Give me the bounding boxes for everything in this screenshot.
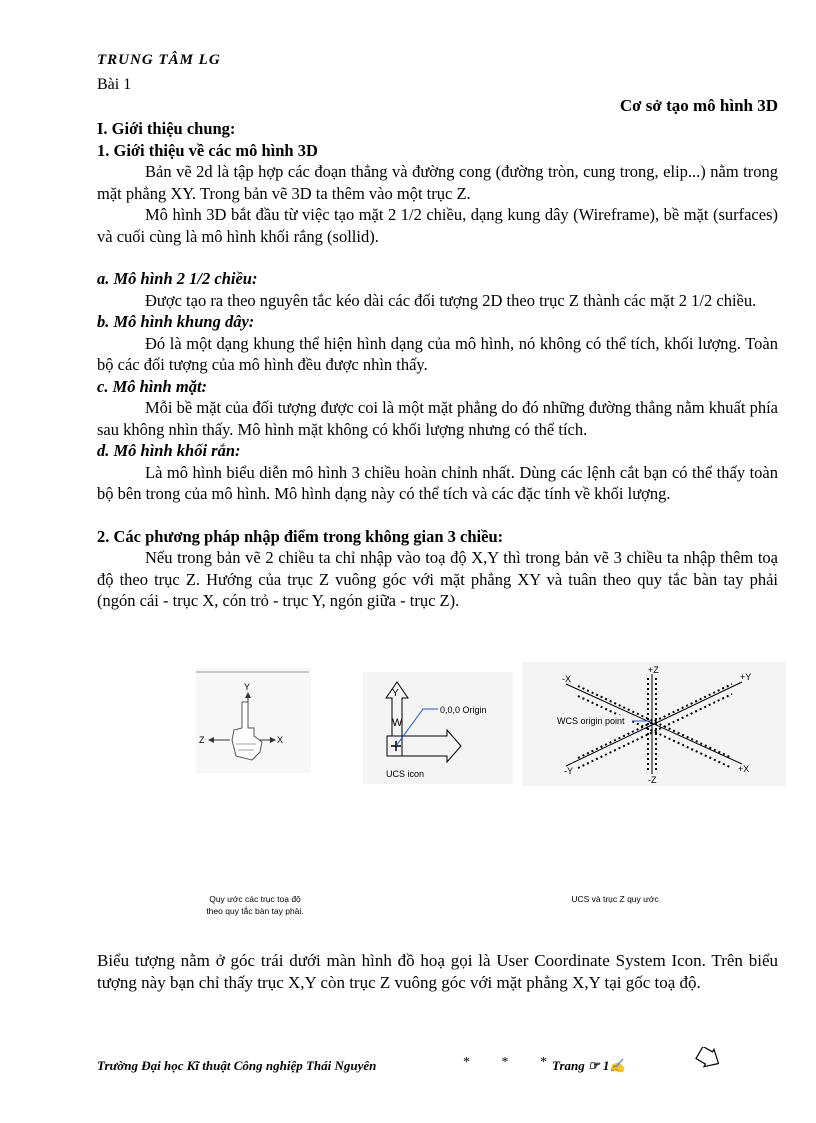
footer-stars: * * *: [463, 1055, 561, 1070]
paragraph: Đó là một dạng khung thể hiện hình dạng của mô hình, nó không có thể tích, khối lượng. Toàn bộ các đối tượng của mô hình đều được nhìn thấy.: [97, 333, 778, 374]
paragraph: Là mô hình biểu diễn mô hình 3 chiều hoàn chỉnh nhất. Dùng các lệnh cắt bạn có thể thấy toàn bộ bên trong của mô hình. Mô hình dạng này có thể tích và các đặc tính về khối lượng.: [97, 462, 778, 503]
item-heading-d: d. Mô hình khối rắn:: [97, 441, 241, 460]
wcs-label-pos-y: +Y: [740, 672, 752, 682]
bottom-paragraph: [97, 950, 778, 994]
ucs-icon-figure: [363, 672, 513, 784]
footer-page-number: Trang ☞ 1✍: [552, 1058, 626, 1073]
wcs-label-pos-x: +X: [738, 764, 750, 774]
ucs-caption: UCS icon: [386, 769, 425, 779]
axis-label-y: Y: [244, 682, 251, 692]
item-heading-a: a. Mô hình 2 1/2 chiều:: [97, 269, 258, 288]
item-heading-b: b. Mô hình khung dây:: [97, 312, 255, 331]
caption-line: theo quy tắc bàn tay phải.: [206, 906, 304, 916]
wcs-label-neg-z: -Z: [648, 775, 657, 785]
hand-rule-figure: [196, 668, 311, 773]
caption-line: Quy ước các trục toạ độ: [209, 894, 301, 904]
footer-school: Trường Đại học Kĩ thuật Công nghiệp Thái Nguyên: [97, 1058, 377, 1073]
axis-label-x: X: [277, 735, 284, 745]
paragraph: Bản vẽ 2d là tập hợp các đoạn thẳng và đường cong (đường tròn, cung trong, elip...) nằm trong mặt phẳng XY. Trong bản vẽ 3D ta thêm vào một trục Z.: [97, 162, 778, 203]
item-heading-c: c. Mô hình mặt:: [97, 376, 208, 396]
next-page-arrow-icon[interactable]: [695, 1047, 723, 1069]
wcs-axes-figure: [522, 662, 786, 786]
paragraph: Biểu tượng nằm ở góc trái dưới màn hình đồ hoạ gọi là User Coordinate System Icon. Trên biểu tượng này bạn chỉ thấy trục X,Y còn trục Z vuông góc với mặt phẳng X,Y tại gốc toạ độ.: [97, 951, 778, 992]
ucs-origin-label: 0,0,0 Origin: [440, 705, 487, 715]
figure-caption-left: [196, 893, 314, 917]
page-header: TRUNG TÂM LG: [97, 52, 221, 68]
wcs-label-neg-x: -X: [562, 674, 571, 684]
page-title: Cơ sở tạo mô hình 3D: [619, 96, 778, 115]
paragraph: Mỗi bề mặt của đối tượng được coi là một mặt phẳng do đó những đường thẳng nằm khuất phía sau không nhìn thấy. Mô hình mặt không có khối lượng nhưng có thể tích.: [97, 398, 778, 439]
figure-caption-right: UCS và trục Z quy ước: [571, 894, 659, 904]
section-heading: I. Giới thiệu chung:: [97, 119, 236, 138]
axis-label-z: Z: [199, 735, 205, 745]
lesson-label: Bài 1: [97, 76, 132, 93]
paragraph: Nếu trong bản vẽ 2 chiều ta chỉ nhập vào toạ độ X,Y thì trong bản vẽ 3 chiều ta nhập thêm toạ độ theo trục Z. Hướng của trục Z vuông góc với mặt phẳng XY và tuân theo quy tắc bàn tay phải (ngón cái - trục X, cón trỏ - trục Y, ngón giữa - trục Z).: [97, 548, 778, 610]
ucs-label-y: Y: [392, 688, 399, 699]
section-heading-2: 2. Các phương pháp nhập điểm trong không gian 3 chiều:: [97, 526, 504, 546]
subsection-heading: 1. Giới thiệu về các mô hình 3D: [97, 140, 318, 160]
wcs-label-pos-z: +Z: [648, 665, 659, 675]
wcs-origin-label: WCS origin point: [557, 716, 625, 726]
ucs-label-w: W: [392, 717, 403, 729]
paragraph: Mô hình 3D bắt đầu từ việc tạo mặt 2 1/2 chiều, dạng kung dây (Wireframe), bề mặt (surfaces) và cuối cùng là mô hình khối rắng (sollid).: [97, 205, 778, 246]
wcs-label-neg-y: -Y: [564, 766, 573, 776]
main-content: [97, 118, 778, 612]
paragraph: Được tạo ra theo nguyên tắc kéo dài các đối tượng 2D theo trục Z thành các mặt 2 1/2 chiều.: [145, 290, 757, 310]
